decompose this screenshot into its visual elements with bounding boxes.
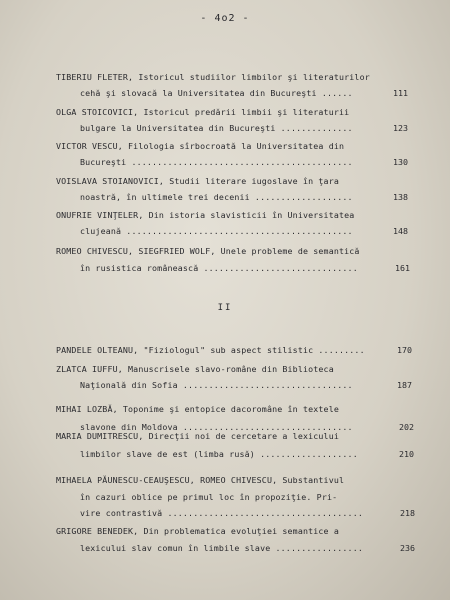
toc-entry-line: cehă şi slovacă la Universitatea din Bucureşti ...... [80,88,353,98]
toc-page-ref: 130 [393,157,408,167]
toc-entry-line: clujeană ............................................ [80,226,353,236]
toc-entry-line: Naţională din Sofia ................................. [80,380,353,390]
toc-entry-line: TIBERIU FLETER, Istoricul studiilor limbilor şi literaturilor [56,72,370,82]
toc-entry-line: OLGA STOICOVICI, Istoricul predării limbii şi literaturii [56,107,350,117]
toc-entry-line: în rusistica românească .............................. [80,263,358,273]
toc-entry-line: ROMEO CHIVESCU, SIEGFRIED WOLF, Unele probleme de semantică [56,246,360,256]
toc-entry-line: VICTOR VESCU, Filologia sîrbocroată la Universitatea din [56,141,345,151]
toc-page-ref: 236 [400,543,415,553]
toc-entry-line: vire contrastivă ...................................... [80,508,363,518]
toc-entry-line: VOISLAVA STOIANOVICI, Studii literare iugoslave în ţara [56,176,339,186]
toc-page-ref: 123 [393,123,408,133]
section-numeral: II [217,303,233,313]
toc-entry-line: PANDELE OLTEANU, "Fiziologul" sub aspect stilistic ......... [56,345,365,355]
toc-entry-line: ONUFRIE VINŢELER, Din istoria slavisticii în Universitatea [56,210,355,220]
toc-page-ref: 148 [393,226,408,236]
toc-entry-line: MIHAELA PĂUNESCU-CEAUŞESCU, ROMEO CHIVESCU, Substantivul [56,475,345,485]
toc-page-ref: 202 [399,422,414,432]
toc-page-ref: 161 [395,263,410,273]
toc-page-ref: 187 [397,380,412,390]
toc-entry-line: în cazuri oblice pe primul loc în propoziţie. Pri- [80,492,338,502]
toc-entry-line: bulgare la Universitatea din Bucureşti .............. [80,123,353,133]
toc-page-ref: 170 [397,345,412,355]
toc-page-ref: 218 [400,508,415,518]
toc-page-ref: 111 [393,88,408,98]
toc-entry-line: slavone din Moldova ................................. [80,422,353,432]
toc-entry-line: ZLATCA IUFFU, Manuscrisele slavo-române din Biblioteca [56,364,334,374]
toc-entry-line: limbilor slave de est (limba rusă) ................... [80,449,358,459]
toc-entry-line: MIHAI LOZBĂ, Toponime şi entopice dacoromâne în textele [56,404,339,414]
page-number: - 4o2 - [200,13,250,24]
toc-entry-line: noastră, în ultimele trei decenii ................... [80,192,353,202]
toc-entry-line: Bucureşti ........................................... [80,157,353,167]
toc-entry-line: lexicului slav comun în limbile slave ................. [80,543,363,553]
toc-entry-line: GRIGORE BENEDEK, Din problematica evoluţiei semantice a [56,526,339,536]
toc-page-ref: 138 [393,192,408,202]
toc-entry-line: MARIA DUMITRESCU, Direcţii noi de cercetare a lexicului [56,431,339,441]
toc-page-ref: 210 [399,449,414,459]
